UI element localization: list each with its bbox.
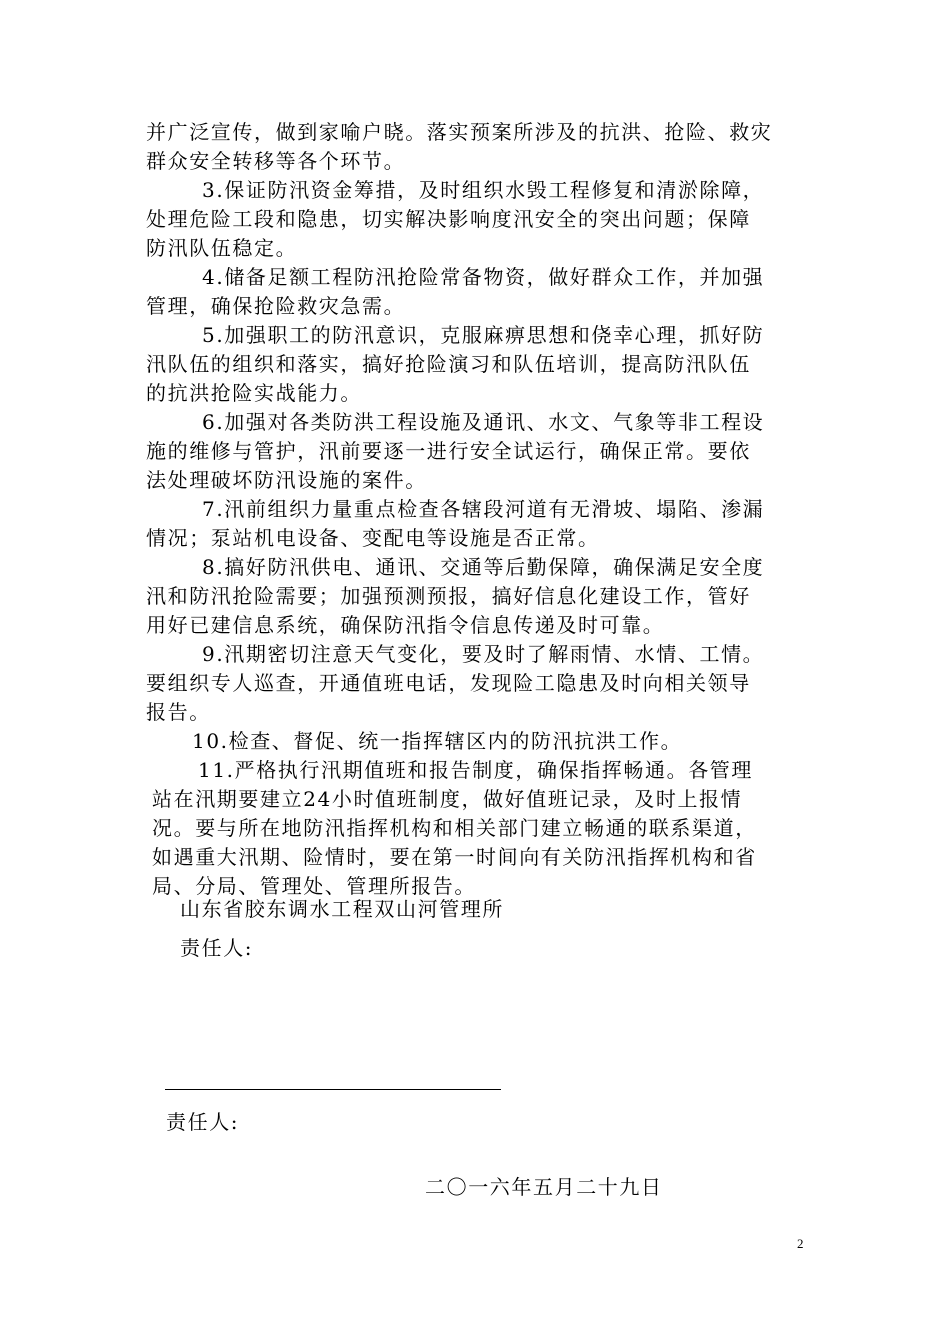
text-line: 要组织专人巡查，开通值班电话，发现险工隐患及时向相关领导 xyxy=(146,671,751,695)
item-7-line: 7.汛前组织力量重点检查各辖段河道有无滑坡、塌陷、渗漏 xyxy=(202,497,765,521)
text-line: 报告。 xyxy=(146,700,211,724)
item-6-line: 6.加强对各类防洪工程设施及通讯、水文、气象等非工程设 xyxy=(202,410,765,434)
responsible-person-label-2: 责任人: xyxy=(166,1110,240,1134)
item-5-line: 5.加强职工的防汛意识，克服麻痹思想和侥幸心理，抓好防 xyxy=(202,323,765,347)
item-4-line: 4.储备足额工程防汛抢险常备物资，做好群众工作，并加强 xyxy=(202,265,765,289)
text-line: 情况；泵站机电设备、变配电等设施是否正常。 xyxy=(146,526,600,550)
document-date: 二〇一六年五月二十九日 xyxy=(425,1175,663,1199)
body-text xyxy=(146,118,808,901)
text-line: 如遇重大汛期、险情时，要在第一时间向有关防汛指挥机构和省 xyxy=(152,845,757,869)
organization-name: 山东省胶东调水工程双山河管理所 xyxy=(180,897,504,921)
text-line: 用好已建信息系统，确保防汛指令信息传递及时可靠。 xyxy=(146,613,665,637)
signature-divider xyxy=(165,1089,501,1090)
text-line: 处理危险工段和隐患，切实解决影响度汛安全的突出问题；保障 xyxy=(146,207,751,231)
text-line: 汛和防汛抢险需要；加强预测预报，搞好信息化建设工作，管好 xyxy=(146,584,751,608)
item-9-line: 9.汛期密切注意天气变化，要及时了解雨情、水情、工情。 xyxy=(202,642,765,666)
item-11-line: 11.严格执行汛期值班和报告制度，确保指挥畅通。各管理 xyxy=(198,758,754,782)
text-line: 的抗洪抢险实战能力。 xyxy=(146,381,362,405)
text-line: 管理，确保抢险救灾急需。 xyxy=(146,294,406,318)
page-number: 2 xyxy=(797,1236,804,1251)
text-line: 防汛队伍稳定。 xyxy=(146,236,298,260)
responsible-person-label: 责任人: xyxy=(180,936,254,960)
text-line: 群众安全转移等各个环节。 xyxy=(146,149,406,173)
text-line: 施的维修与管护，汛前要逐一进行安全试运行，确保正常。要依 xyxy=(146,439,751,463)
text-line: 汛队伍的组织和落实，搞好抢险演习和队伍培训，提高防汛队伍 xyxy=(146,352,751,376)
text-line: 局、分局、管理处、管理所报告。 xyxy=(152,874,476,898)
text-line: 站在汛期要建立24小时值班制度，做好值班记录，及时上报情 xyxy=(152,787,743,811)
text-line: 并广泛宣传，做到家喻户晓。落实预案所涉及的抗洪、抢险、救灾 xyxy=(146,120,773,144)
item-10-line: 10.检查、督促、统一指挥辖区内的防汛抗洪工作。 xyxy=(192,729,683,753)
item-8-line: 8.搞好防汛供电、通讯、交通等后勤保障，确保满足安全度 xyxy=(202,555,765,579)
text-line: 况。要与所在地防汛指挥机构和相关部门建立畅通的联系渠道， xyxy=(152,816,757,840)
item-3-line: 3.保证防汛资金筹措，及时组织水毁工程修复和清淤除障， xyxy=(202,178,765,202)
text-line: 法处理破坏防汛设施的案件。 xyxy=(146,468,427,492)
